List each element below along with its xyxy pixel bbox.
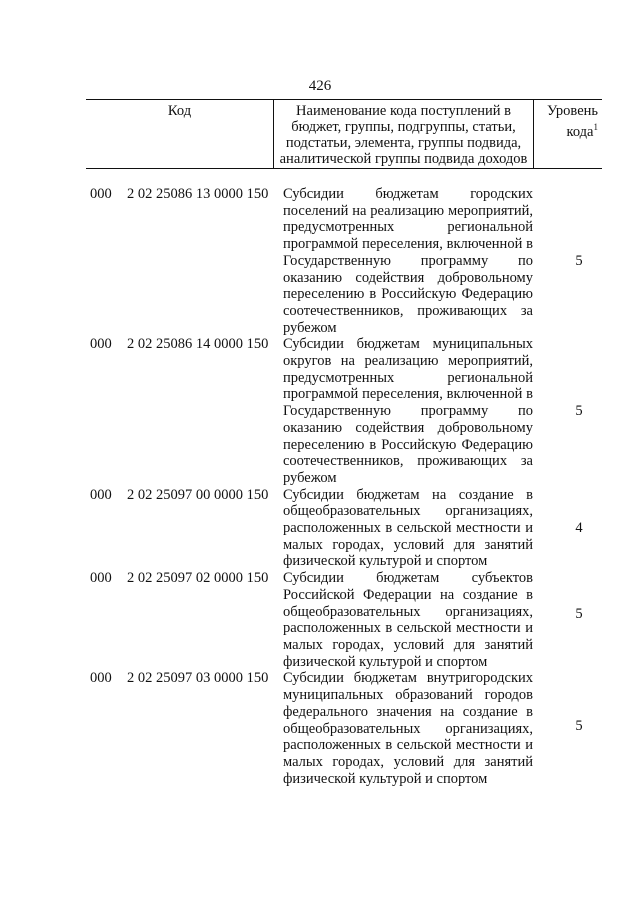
row-admin-code: 000	[90, 486, 112, 503]
row-admin-code: 000	[90, 670, 112, 687]
row-name: Субсидии бюджетам внутригородских муниципальных образований городов федерального значения на создание в общеобразовательных организациях, расположенных в сельской местности и малых городах, условий для занятий физической культурой и спортом	[283, 670, 533, 787]
table-row	[0, 336, 640, 486]
header-level-text: Уровень кода	[546, 103, 598, 140]
row-code: 2 02 25086 13 0000 150	[127, 186, 269, 202]
page-number: 426	[308, 78, 332, 94]
row-name: Субсидии бюджетам муниципальных округов на реализацию мероприятий, предусмотренных региональной программой переселения, включенной в Государственную программу по оказанию содействия добровольному переселению в Российскую Федерацию соотечественников, проживающих за рубежом	[283, 336, 533, 486]
row-admin-code: 000	[90, 336, 112, 353]
row-name: Субсидии бюджетам субъектов Российской Федерации на создание в общеобразовательных организациях, расположенных в сельской местности и малых городах, условий для занятий физической культурой и спортом	[283, 570, 533, 670]
table-header	[86, 99, 602, 169]
row-level: 5	[575, 253, 583, 269]
row-level: 5	[575, 403, 583, 420]
row-code: 2 02 25097 03 0000 150	[127, 670, 269, 687]
table-row	[0, 570, 640, 670]
row-name: Субсидии бюджетам на создание в общеобразовательных организациях, расположенных в сельской местности и малых городах, условий для занятий физической культурой и спортом	[283, 486, 533, 570]
header-level-footnote: 1	[593, 122, 598, 132]
row-admin-code: 000	[90, 186, 112, 202]
header-level	[534, 100, 602, 168]
row-level: 5	[575, 606, 583, 623]
table-row	[0, 186, 640, 336]
row-level: 4	[575, 519, 583, 536]
header-name: Наименование кода поступлений в бюджет, группы, подгруппы, статьи, подстатьи, элемента, группы подвида, аналитической группы подвида доходов	[274, 100, 534, 168]
table-row	[0, 670, 640, 787]
row-code: 2 02 25086 14 0000 150	[127, 336, 269, 353]
row-code: 2 02 25097 02 0000 150	[127, 570, 269, 587]
row-name: Субсидии бюджетам городских поселений на реализацию мероприятий, предусмотренных региональной программой переселения, включенной в Государственную программу по оказанию содействия добровольному переселению в Российскую Федерацию соотечественников, проживающих за рубежом	[283, 186, 533, 336]
row-admin-code: 000	[90, 570, 112, 587]
table-row	[0, 487, 640, 571]
header-code: Код	[86, 100, 274, 168]
row-level: 5	[575, 718, 583, 735]
row-code: 2 02 25097 00 0000 150	[127, 486, 269, 503]
table-body	[0, 186, 640, 787]
